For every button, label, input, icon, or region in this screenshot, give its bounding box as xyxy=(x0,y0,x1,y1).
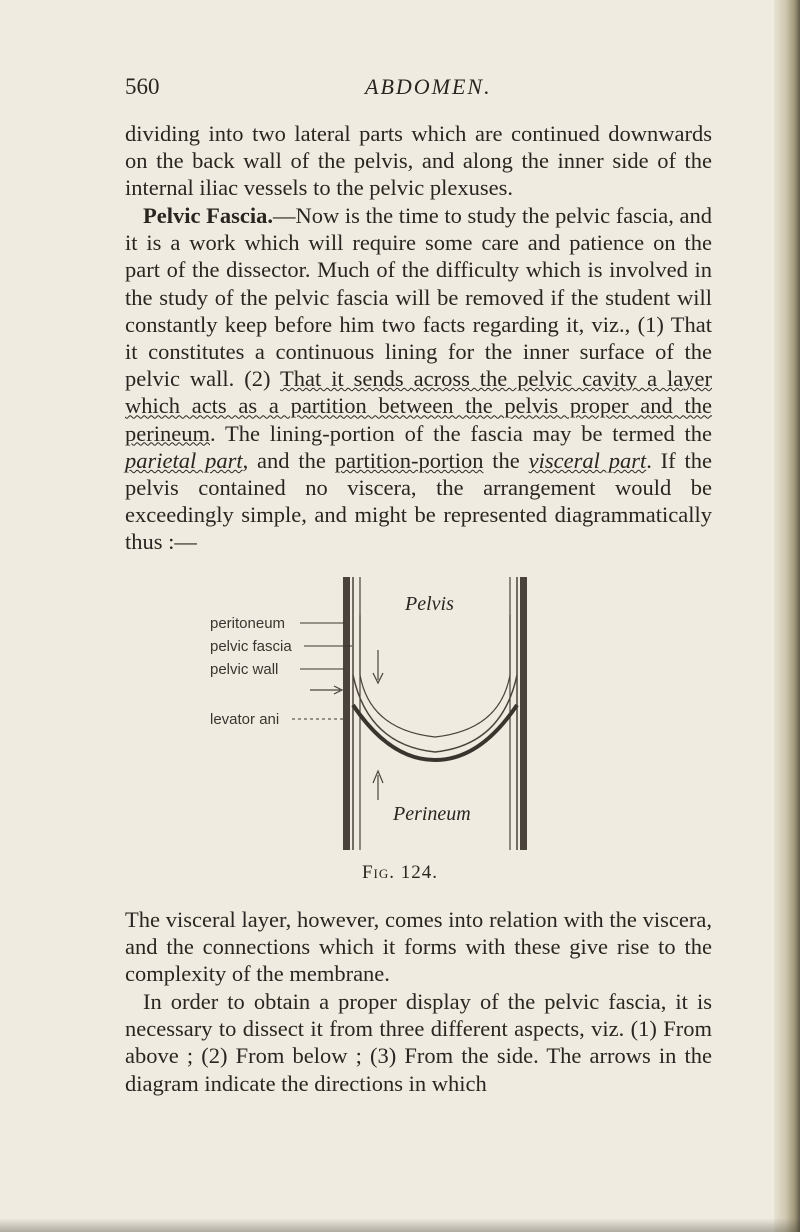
page-number: 560 xyxy=(125,74,160,99)
label-levator-ani: levator ani xyxy=(210,711,280,728)
paragraph-3-text: The visceral layer, however, comes into relation with the viscera, and the connections which it forms with these give rise to the complexity of the membrane. xyxy=(125,907,712,987)
paragraph-1-text: dividing into two lateral parts which are continued downwards on the back wall of the pelvis, and along the inner side of the internal iliac vessels to the pelvic plexuses. xyxy=(125,121,712,201)
paragraph-3 xyxy=(125,906,712,988)
running-head: ABDOMEN. xyxy=(365,74,492,99)
underlined-passage: That it sends across the pelvic cavity a layer which acts as a partition between the pelvis proper and the perineum xyxy=(125,366,712,446)
figure-caption: Fig. 124. xyxy=(361,862,439,883)
left-pelvic-wall xyxy=(343,577,350,850)
label-pelvis: Pelvis xyxy=(405,593,454,615)
peritoneum-floor xyxy=(360,615,510,737)
term-partition-portion: partition-portion xyxy=(334,447,484,473)
right-pelvic-wall xyxy=(520,577,527,850)
page-header xyxy=(125,74,725,108)
label-pelvic-wall: pelvic wall xyxy=(210,661,279,678)
paragraph-2-text-d: the xyxy=(483,447,529,473)
paragraph-4 xyxy=(125,988,712,1097)
paragraph-1 xyxy=(125,120,712,202)
pelvic-fascia-floor xyxy=(353,675,517,752)
term-visceral-part: visceral part xyxy=(528,447,647,473)
paragraph-2-text-e: . If the pelvis contained no viscera, the arrangement would be exceedingly simple, and might be represented diagrammatically thus :— xyxy=(125,447,712,555)
section-heading: Pelvic Fascia. xyxy=(143,203,273,228)
paragraph-2-text-b: . The lining-portion of the fascia may be termed the xyxy=(209,420,712,446)
label-pelvic-fascia: pelvic fascia xyxy=(210,638,292,655)
paragraph-2-text-c: , and the xyxy=(242,447,335,473)
term-parietal-part: parietal part xyxy=(125,447,243,473)
pelvic-fascia-diagram xyxy=(200,555,620,850)
label-perineum: Perineum xyxy=(393,803,471,825)
paragraph-4-text: In order to obtain a proper display of the pelvic fascia, it is necessary to dissect it from three different aspects, viz. (1) From above ; (2) From below ; (3) From the side. The arrows in the diagram indicate the directions in which xyxy=(125,989,712,1096)
label-peritoneum: peritoneum xyxy=(210,615,286,632)
page-shadow xyxy=(0,1218,800,1232)
paragraph-2-text-a: —Now is the time to study the pelvic fascia, and it is a work which will require some care and patience on the part of the dissector. Much of the difficulty which is involved in the study of the pelvic fascia will be removed if the student will constantly keep before him two facts regarding it, viz., (1) That it constitutes a continuous lining for the inner surface of the pelvic wall. (2) xyxy=(125,203,712,392)
page-edge xyxy=(774,0,800,1232)
paragraph-pelvic-fascia xyxy=(125,202,712,556)
